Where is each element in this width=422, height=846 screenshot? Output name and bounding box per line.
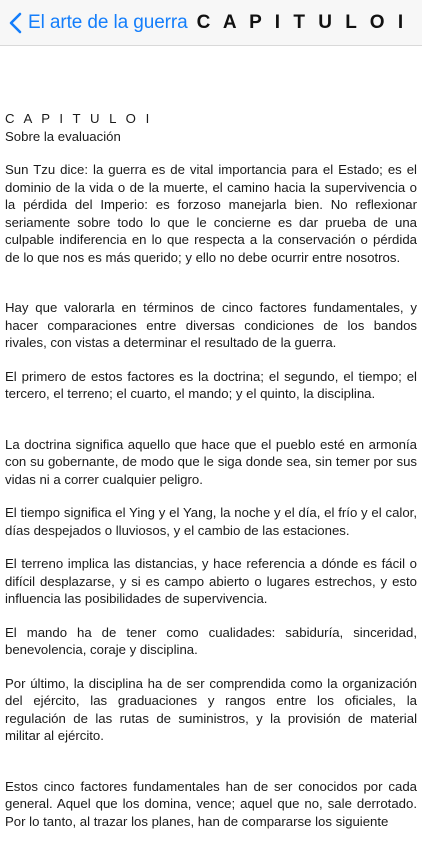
chapter-subtitle: Sobre la evaluación <box>5 128 121 144</box>
paragraph: La doctrina significa aquello que hace que el pueblo esté en armonía con su gobernante, de modo que le siga donde sea, sin temer por sus vidas ni a correr cualquier peligro. <box>5 436 417 487</box>
paragraph: El tiempo significa el Ying y el Yang, la noche y el día, el frío y el calor, días despejados o lluviosos, y el cambio de las estaciones. <box>5 505 417 538</box>
paragraph: Por último, la disciplina ha de ser comprendida como la organización del ejército, las graduaciones y rangos entre los oficiales, la regulación de las rutas de suministros, y la provisión de material militar al ejército. <box>5 675 417 743</box>
chevron-left-icon <box>9 12 22 34</box>
back-button[interactable] <box>0 0 188 46</box>
back-button-label: El arte de la guerra <box>28 11 188 33</box>
navigation-bar <box>0 0 422 46</box>
chapter-heading: C A P I T U L O I <box>5 111 153 126</box>
paragraph: El terreno implica las distancias, y hace referencia a dónde es fácil o difícil desplazarse, y si es campo abierto o lugares estrechos, y esto influencia las posibilidades de supervivencia. <box>5 556 417 606</box>
chapter-content <box>5 110 417 846</box>
paragraph: El mando ha de tener como cualidades: sabiduría, sinceridad, benevolencia, coraje y disciplina. <box>5 624 417 657</box>
page-title: C A P I T U L O I <box>196 11 408 33</box>
paragraph: El primero de estos factores es la doctrina; el segundo, el tiempo; el tercero, el terreno; el cuarto, el mando; y el quinto, la disciplina. <box>5 368 417 401</box>
paragraph: Sun Tzu dice: la guerra es de vital importancia para el Estado; es el dominio de la vida o de la muerte, el camino hacia la supervivencia o la pérdida del Imperio: es forzoso manejarla bien. No reflexionar seriamente sobre todo lo que le concierne es dar prueba de una culpable indiferencia en lo que respecta a la conservación o pérdida de lo que nos es más querido; y ello no debe ocurrir entre nosotros. <box>5 162 417 265</box>
paragraph: Hay que valorarla en términos de cinco factores fundamentales, y hacer comparaciones entre diversas condiciones de los bandos rivales, con vistas a determinar el resultado de la guerra. <box>5 300 417 350</box>
paragraph: Estos cinco factores fundamentales han de ser conocidos por cada general. Aquel que los domina, vence; aquel que no, sale derrotado. Por lo tanto, al trazar los planes, han de compararse los siguiente <box>5 778 417 829</box>
